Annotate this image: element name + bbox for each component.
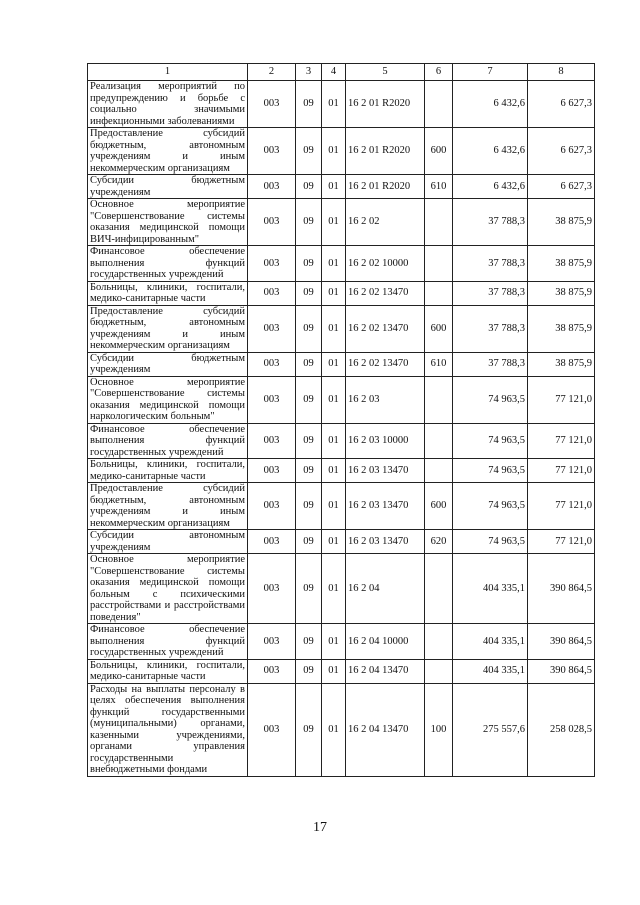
expense-type-code <box>425 376 453 423</box>
target-article-code: 16 2 02 13470 <box>346 352 425 376</box>
column-header: 4 <box>322 64 346 81</box>
column-header: 7 <box>453 64 528 81</box>
target-article-code: 16 2 03 10000 <box>346 423 425 459</box>
amount-year-1: 404 335,1 <box>453 624 528 660</box>
section-code: 09 <box>296 376 322 423</box>
row-description: Реализация мероприятий по предупреждению и борьбе с социально значимыми инфекционными заболеваниями <box>88 81 248 128</box>
expense-type-code <box>425 659 453 683</box>
target-article-code: 16 2 03 <box>346 376 425 423</box>
table-row <box>88 423 595 459</box>
amount-year-1: 404 335,1 <box>453 659 528 683</box>
header-row <box>88 64 595 81</box>
target-article-code: 16 2 01 R2020 <box>346 175 425 199</box>
subsection-code: 01 <box>322 281 346 305</box>
amount-year-2: 390 864,5 <box>528 554 595 624</box>
column-header: 8 <box>528 64 595 81</box>
expense-type-code: 600 <box>425 483 453 530</box>
ministry-code: 003 <box>248 199 296 246</box>
ministry-code: 003 <box>248 81 296 128</box>
target-article-code: 16 2 02 13470 <box>346 305 425 352</box>
amount-year-2: 390 864,5 <box>528 624 595 660</box>
section-code: 09 <box>296 305 322 352</box>
subsection-code: 01 <box>322 305 346 352</box>
column-header: 2 <box>248 64 296 81</box>
target-article-code: 16 2 01 R2020 <box>346 81 425 128</box>
target-article-code: 16 2 04 13470 <box>346 659 425 683</box>
amount-year-2: 77 121,0 <box>528 459 595 483</box>
table-row <box>88 554 595 624</box>
section-code: 09 <box>296 483 322 530</box>
expense-type-code <box>425 199 453 246</box>
column-header: 3 <box>296 64 322 81</box>
row-description: Больницы, клиники, госпитали, медико-санитарные части <box>88 659 248 683</box>
amount-year-1: 6 432,6 <box>453 175 528 199</box>
section-code: 09 <box>296 683 322 776</box>
page-number: 17 <box>313 820 327 835</box>
table-row <box>88 305 595 352</box>
target-article-code: 16 2 04 10000 <box>346 624 425 660</box>
table-row <box>88 81 595 128</box>
expense-type-code: 620 <box>425 530 453 554</box>
subsection-code: 01 <box>322 376 346 423</box>
amount-year-1: 6 432,6 <box>453 128 528 175</box>
expense-type-code: 610 <box>425 352 453 376</box>
amount-year-2: 77 121,0 <box>528 423 595 459</box>
expense-type-code: 610 <box>425 175 453 199</box>
column-header: 5 <box>346 64 425 81</box>
section-code: 09 <box>296 81 322 128</box>
ministry-code: 003 <box>248 128 296 175</box>
column-header: 6 <box>425 64 453 81</box>
subsection-code: 01 <box>322 483 346 530</box>
table-row <box>88 483 595 530</box>
amount-year-2: 258 028,5 <box>528 683 595 776</box>
amount-year-2: 390 864,5 <box>528 659 595 683</box>
row-description: Предоставление субсидий бюджетным, автономным учреждениям и иным некоммерческим организациям <box>88 128 248 175</box>
table-row <box>88 530 595 554</box>
section-code: 09 <box>296 352 322 376</box>
expense-type-code: 100 <box>425 683 453 776</box>
amount-year-1: 74 963,5 <box>453 459 528 483</box>
ministry-code: 003 <box>248 659 296 683</box>
amount-year-2: 77 121,0 <box>528 530 595 554</box>
ministry-code: 003 <box>248 554 296 624</box>
target-article-code: 16 2 03 13470 <box>346 459 425 483</box>
table-row <box>88 624 595 660</box>
subsection-code: 01 <box>322 659 346 683</box>
amount-year-2: 6 627,3 <box>528 128 595 175</box>
subsection-code: 01 <box>322 81 346 128</box>
row-description: Финансовое обеспечение выполнения функций государственных учреждений <box>88 624 248 660</box>
target-article-code: 16 2 02 <box>346 199 425 246</box>
row-description: Больницы, клиники, госпитали, медико-санитарные части <box>88 281 248 305</box>
target-article-code: 16 2 03 13470 <box>346 530 425 554</box>
expense-type-code <box>425 281 453 305</box>
amount-year-2: 77 121,0 <box>528 483 595 530</box>
ministry-code: 003 <box>248 483 296 530</box>
section-code: 09 <box>296 175 322 199</box>
table-row <box>88 459 595 483</box>
column-header: 1 <box>88 64 248 81</box>
section-code: 09 <box>296 128 322 175</box>
amount-year-2: 6 627,3 <box>528 175 595 199</box>
target-article-code: 16 2 03 13470 <box>346 483 425 530</box>
amount-year-1: 404 335,1 <box>453 554 528 624</box>
row-description: Предоставление субсидий бюджетным, автономным учреждениям и иным некоммерческим организациям <box>88 483 248 530</box>
expense-type-code <box>425 624 453 660</box>
amount-year-2: 38 875,9 <box>528 352 595 376</box>
amount-year-2: 6 627,3 <box>528 81 595 128</box>
amount-year-1: 37 788,3 <box>453 199 528 246</box>
subsection-code: 01 <box>322 199 346 246</box>
ministry-code: 003 <box>248 530 296 554</box>
row-description: Финансовое обеспечение выполнения функций государственных учреждений <box>88 423 248 459</box>
row-description: Основное мероприятие "Совершенствование системы оказания медицинской помощи наркологическим больным" <box>88 376 248 423</box>
table-row <box>88 199 595 246</box>
ministry-code: 003 <box>248 376 296 423</box>
section-code: 09 <box>296 624 322 660</box>
ministry-code: 003 <box>248 175 296 199</box>
ministry-code: 003 <box>248 624 296 660</box>
amount-year-1: 37 788,3 <box>453 352 528 376</box>
section-code: 09 <box>296 246 322 282</box>
table-body <box>88 81 595 777</box>
subsection-code: 01 <box>322 459 346 483</box>
subsection-code: 01 <box>322 554 346 624</box>
ministry-code: 003 <box>248 352 296 376</box>
amount-year-1: 275 557,6 <box>453 683 528 776</box>
row-description: Основное мероприятие "Совершенствование системы оказания медицинской помощи ВИЧ-инфицированным" <box>88 199 248 246</box>
section-code: 09 <box>296 659 322 683</box>
row-description: Субсидии бюджетным учреждениям <box>88 352 248 376</box>
expense-type-code <box>425 246 453 282</box>
amount-year-1: 37 788,3 <box>453 305 528 352</box>
section-code: 09 <box>296 530 322 554</box>
amount-year-2: 38 875,9 <box>528 281 595 305</box>
table-row <box>88 683 595 776</box>
ministry-code: 003 <box>248 246 296 282</box>
subsection-code: 01 <box>322 246 346 282</box>
expense-type-code <box>425 459 453 483</box>
subsection-code: 01 <box>322 128 346 175</box>
amount-year-1: 37 788,3 <box>453 281 528 305</box>
amount-year-1: 74 963,5 <box>453 423 528 459</box>
subsection-code: 01 <box>322 175 346 199</box>
amount-year-1: 37 788,3 <box>453 246 528 282</box>
expense-type-code <box>425 554 453 624</box>
amount-year-1: 74 963,5 <box>453 376 528 423</box>
ministry-code: 003 <box>248 281 296 305</box>
row-description: Больницы, клиники, госпитали, медико-санитарные части <box>88 459 248 483</box>
section-code: 09 <box>296 199 322 246</box>
subsection-code: 01 <box>322 624 346 660</box>
expense-type-code <box>425 81 453 128</box>
expense-type-code: 600 <box>425 128 453 175</box>
row-description: Предоставление субсидий бюджетным, автономным учреждениям и иным некоммерческим организациям <box>88 305 248 352</box>
target-article-code: 16 2 02 13470 <box>346 281 425 305</box>
table-row <box>88 376 595 423</box>
subsection-code: 01 <box>322 683 346 776</box>
subsection-code: 01 <box>322 530 346 554</box>
amount-year-2: 77 121,0 <box>528 376 595 423</box>
table-row <box>88 175 595 199</box>
section-code: 09 <box>296 281 322 305</box>
target-article-code: 16 2 04 13470 <box>346 683 425 776</box>
expense-type-code <box>425 423 453 459</box>
table-row <box>88 246 595 282</box>
ministry-code: 003 <box>248 423 296 459</box>
section-code: 09 <box>296 459 322 483</box>
subsection-code: 01 <box>322 352 346 376</box>
table-row <box>88 659 595 683</box>
row-description: Субсидии бюджетным учреждениям <box>88 175 248 199</box>
section-code: 09 <box>296 554 322 624</box>
amount-year-2: 38 875,9 <box>528 246 595 282</box>
ministry-code: 003 <box>248 305 296 352</box>
amount-year-1: 6 432,6 <box>453 81 528 128</box>
amount-year-2: 38 875,9 <box>528 305 595 352</box>
budget-table <box>87 63 595 777</box>
subsection-code: 01 <box>322 423 346 459</box>
target-article-code: 16 2 01 R2020 <box>346 128 425 175</box>
table-row <box>88 352 595 376</box>
table-row <box>88 128 595 175</box>
row-description: Расходы на выплаты персоналу в целях обеспечения выполнения функций государственными (муниципальными) органами, казенными учреждениями, органами управления государственными внебюджетными фондами <box>88 683 248 776</box>
target-article-code: 16 2 04 <box>346 554 425 624</box>
row-description: Субсидии автономным учреждениям <box>88 530 248 554</box>
expense-type-code: 600 <box>425 305 453 352</box>
amount-year-1: 74 963,5 <box>453 483 528 530</box>
target-article-code: 16 2 02 10000 <box>346 246 425 282</box>
row-description: Финансовое обеспечение выполнения функций государственных учреждений <box>88 246 248 282</box>
amount-year-2: 38 875,9 <box>528 199 595 246</box>
ministry-code: 003 <box>248 683 296 776</box>
ministry-code: 003 <box>248 459 296 483</box>
section-code: 09 <box>296 423 322 459</box>
table-row <box>88 281 595 305</box>
amount-year-1: 74 963,5 <box>453 530 528 554</box>
row-description: Основное мероприятие "Совершенствование системы оказания медицинской помощи больным с психическими расстройствами и расстройствами поведения" <box>88 554 248 624</box>
